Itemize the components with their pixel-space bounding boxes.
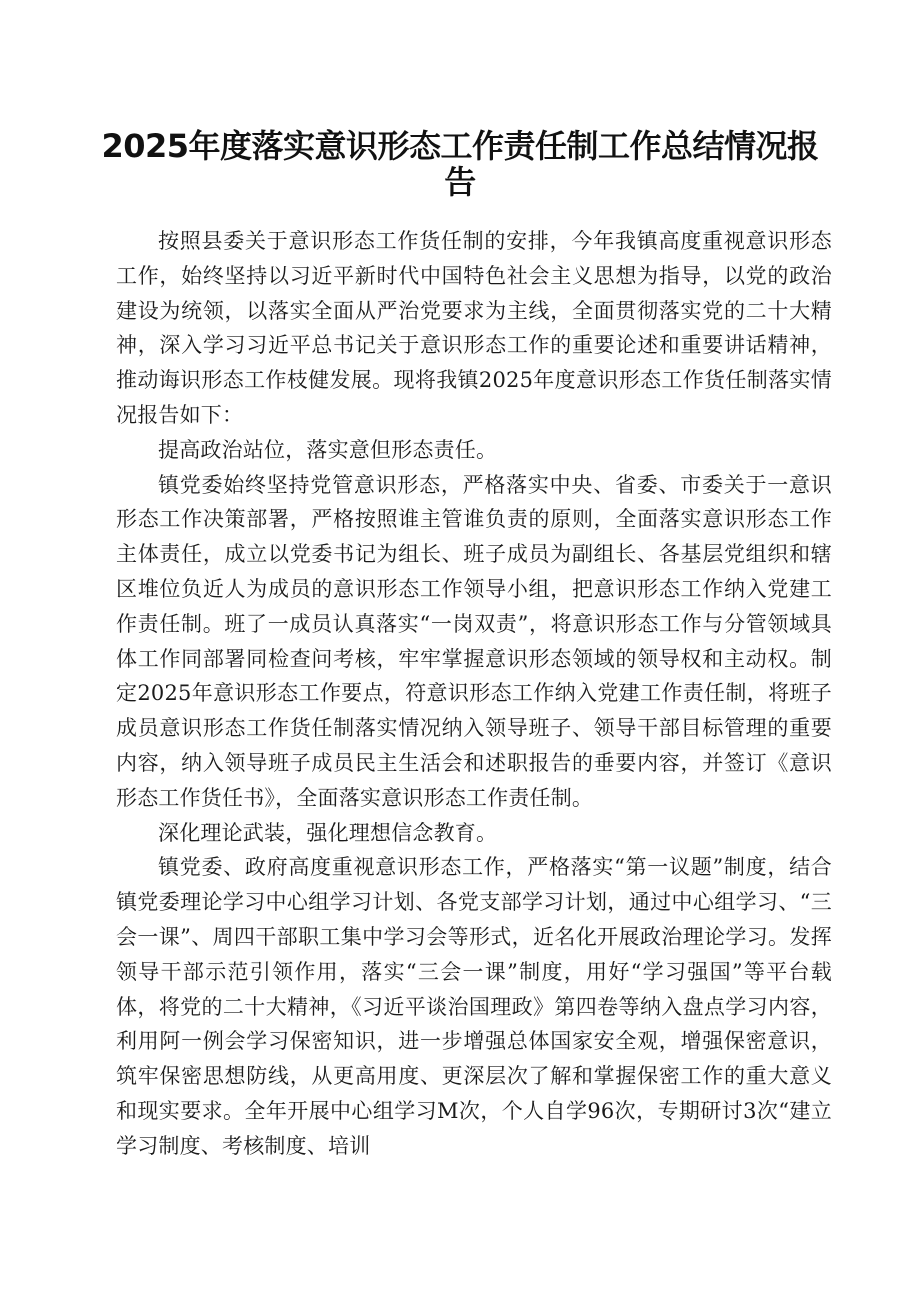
- paragraph-study: 镇党委、政府高度重视意识形态工作，严格落实“第一议题”制度，结合镇党委理论学习中心组学习计划、各党支部学习计划，通过中心组学习、“三会一课”、周四干部职工集中学习会等形式，近名化开展政治理论学习。发挥领导干部示范引领作用，落实“三会一课”制度，用好“学习强国”等平台载体，将党的二十大精神，《习近平谈治国理政》第四卷等纳入盘点学习内容，利用阿一例会学习保密知识，进一步增强总体国家安全观，增强保密意识，筑牢保密思想防线，从更高用度、更深层次了解和掌握保密工作的重大意义和现实要求。全年开展中心组学习M次，个人自学96次，专期研讨3次“建立学习制度、考核制度、培训: [116, 855, 832, 1158]
- section-heading-theory-study: 深化理论武装，强化理想信念教育。: [158, 820, 498, 845]
- paragraph-responsibility: 镇党委始终坚持党管意识形态，严格落实中央、省委、市委关于一意识形态工作决策部署，严格按照谁主管谁负责的原则，全面落实意识形态工作主体责任，成立以党委书记为组长、班子成员为副组长、各基层党组织和辖区堆位负近人为成员的意识形态工作领导小组，把意识形态工作纳入党建工作责任制。班了一成员认真落实“一岗双责”，将意识形态工作与分管领域具体工作同部署同检查问考核，牢牢掌握意识形态领域的领导权和主动权。制定2025年意识形态工作要点，符意识形态工作纳入党建工作责任制，将班子成员意识形态工作货任制落实情况纳入领导班子、领导干部目标管理的重要内容，纳入领导班子成员民主生活会和述职报告的垂要内容，并签订《意识形态工作货任书》，全面落实意识形态工作责任制。: [116, 472, 832, 810]
- document-title: 2025年度落实意识形态工作责任制工作总结情况报告: [101, 127, 819, 201]
- document-body: [116, 224, 832, 1164]
- section-heading-political-stance: 提高政治站位，落实意但形态责任。: [158, 437, 498, 462]
- paragraph-intro: 按照县委关于意识形态工作货任制的安排，今年我镇高度重视意识形态工作，始终坚持以习近平新时代中国特色社会主义思想为指导，以党的政治建设为统领，以落实全面从严治党要求为主线，全面贯彻落实党的二十大精神，深入学习习近平总书记关于意识形态工作的重要论述和重要讲话精神，推动诲识形态工作枝健发展。现将我镇2025年度意识形态工作货任制落实情况报告如下：: [116, 229, 832, 427]
